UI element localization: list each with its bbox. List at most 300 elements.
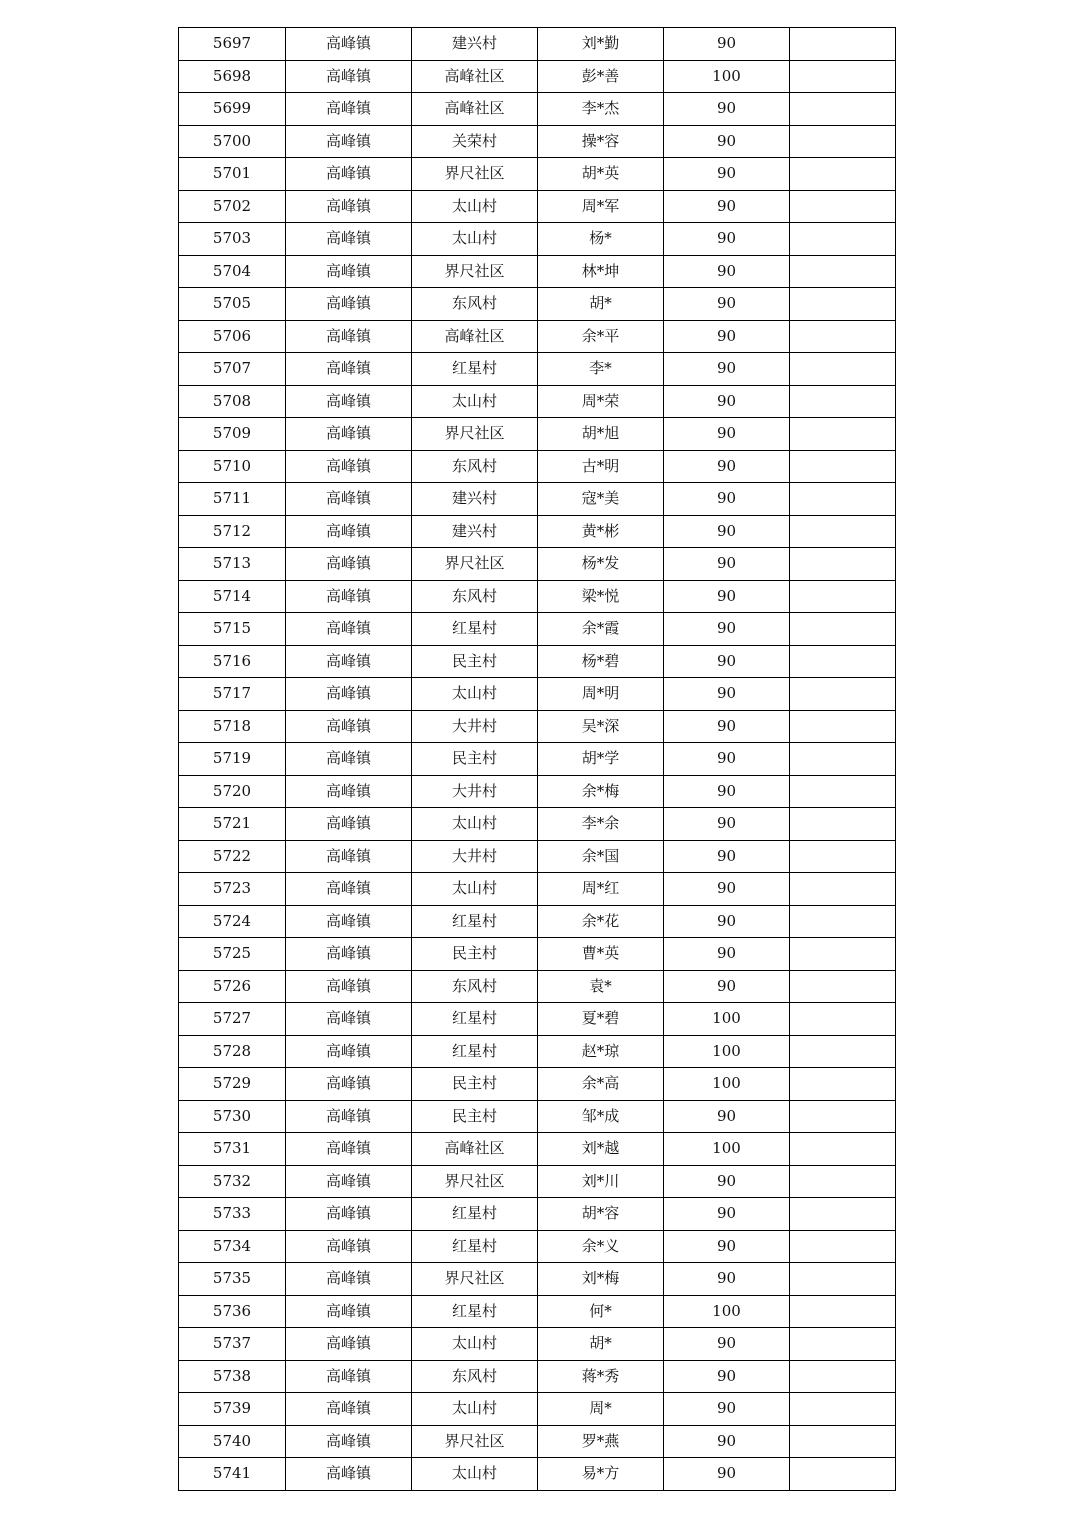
amount-cell: 90 xyxy=(664,1393,790,1426)
amount-cell: 100 xyxy=(664,1295,790,1328)
town-cell: 高峰镇 xyxy=(286,580,412,613)
name-cell: 梁*悦 xyxy=(538,580,664,613)
serial-number-cell: 5700 xyxy=(179,125,286,158)
amount-cell: 90 xyxy=(664,710,790,743)
town-cell: 高峰镇 xyxy=(286,28,412,61)
name-cell: 赵*琼 xyxy=(538,1035,664,1068)
serial-number-cell: 5727 xyxy=(179,1003,286,1036)
amount-cell: 90 xyxy=(664,678,790,711)
table-row xyxy=(179,1068,896,1101)
serial-number-cell: 5712 xyxy=(179,515,286,548)
table-row xyxy=(179,158,896,191)
table-row xyxy=(179,808,896,841)
table-row xyxy=(179,1425,896,1458)
serial-number-cell: 5725 xyxy=(179,938,286,971)
town-cell: 高峰镇 xyxy=(286,970,412,1003)
name-cell: 易*方 xyxy=(538,1458,664,1491)
table-row xyxy=(179,320,896,353)
remark-cell xyxy=(790,678,896,711)
town-cell: 高峰镇 xyxy=(286,353,412,386)
amount-cell: 90 xyxy=(664,450,790,483)
town-cell: 高峰镇 xyxy=(286,645,412,678)
village-cell: 东风村 xyxy=(412,580,538,613)
name-cell: 周*荣 xyxy=(538,385,664,418)
name-cell: 胡* xyxy=(538,288,664,321)
town-cell: 高峰镇 xyxy=(286,710,412,743)
village-cell: 红星村 xyxy=(412,1295,538,1328)
table-row xyxy=(179,905,896,938)
town-cell: 高峰镇 xyxy=(286,1360,412,1393)
amount-cell: 90 xyxy=(664,548,790,581)
serial-number-cell: 5701 xyxy=(179,158,286,191)
town-cell: 高峰镇 xyxy=(286,1133,412,1166)
amount-cell: 90 xyxy=(664,223,790,256)
serial-number-cell: 5719 xyxy=(179,743,286,776)
table-row xyxy=(179,580,896,613)
name-cell: 林*坤 xyxy=(538,255,664,288)
name-cell: 李* xyxy=(538,353,664,386)
remark-cell xyxy=(790,450,896,483)
amount-cell: 90 xyxy=(664,1328,790,1361)
amount-cell: 90 xyxy=(664,418,790,451)
village-cell: 太山村 xyxy=(412,873,538,906)
name-cell: 胡*英 xyxy=(538,158,664,191)
remark-cell xyxy=(790,93,896,126)
remark-cell xyxy=(790,1230,896,1263)
name-cell: 李*余 xyxy=(538,808,664,841)
remark-cell xyxy=(790,288,896,321)
town-cell: 高峰镇 xyxy=(286,288,412,321)
village-cell: 民主村 xyxy=(412,1100,538,1133)
amount-cell: 90 xyxy=(664,743,790,776)
town-cell: 高峰镇 xyxy=(286,1263,412,1296)
serial-number-cell: 5697 xyxy=(179,28,286,61)
village-cell: 高峰社区 xyxy=(412,1133,538,1166)
town-cell: 高峰镇 xyxy=(286,613,412,646)
remark-cell xyxy=(790,1035,896,1068)
serial-number-cell: 5706 xyxy=(179,320,286,353)
serial-number-cell: 5736 xyxy=(179,1295,286,1328)
serial-number-cell: 5722 xyxy=(179,840,286,873)
village-cell: 界尺社区 xyxy=(412,548,538,581)
serial-number-cell: 5710 xyxy=(179,450,286,483)
serial-number-cell: 5730 xyxy=(179,1100,286,1133)
table-row xyxy=(179,1263,896,1296)
remark-cell xyxy=(790,710,896,743)
name-cell: 寇*美 xyxy=(538,483,664,516)
town-cell: 高峰镇 xyxy=(286,775,412,808)
serial-number-cell: 5734 xyxy=(179,1230,286,1263)
village-cell: 大井村 xyxy=(412,775,538,808)
name-cell: 胡*容 xyxy=(538,1198,664,1231)
serial-number-cell: 5711 xyxy=(179,483,286,516)
amount-cell: 90 xyxy=(664,190,790,223)
town-cell: 高峰镇 xyxy=(286,320,412,353)
remark-cell xyxy=(790,1458,896,1491)
remark-cell xyxy=(790,1425,896,1458)
table-row xyxy=(179,418,896,451)
name-cell: 黄*彬 xyxy=(538,515,664,548)
remark-cell xyxy=(790,1295,896,1328)
village-cell: 建兴村 xyxy=(412,483,538,516)
serial-number-cell: 5709 xyxy=(179,418,286,451)
town-cell: 高峰镇 xyxy=(286,678,412,711)
village-cell: 东风村 xyxy=(412,450,538,483)
serial-number-cell: 5707 xyxy=(179,353,286,386)
serial-number-cell: 5731 xyxy=(179,1133,286,1166)
town-cell: 高峰镇 xyxy=(286,190,412,223)
amount-cell: 90 xyxy=(664,483,790,516)
town-cell: 高峰镇 xyxy=(286,385,412,418)
name-cell: 余*国 xyxy=(538,840,664,873)
remark-cell xyxy=(790,1133,896,1166)
remark-cell xyxy=(790,158,896,191)
amount-cell: 100 xyxy=(664,1133,790,1166)
amount-cell: 90 xyxy=(664,580,790,613)
village-cell: 太山村 xyxy=(412,808,538,841)
table-row xyxy=(179,548,896,581)
village-cell: 民主村 xyxy=(412,938,538,971)
serial-number-cell: 5699 xyxy=(179,93,286,126)
table-row xyxy=(179,710,896,743)
amount-cell: 90 xyxy=(664,613,790,646)
serial-number-cell: 5714 xyxy=(179,580,286,613)
name-cell: 杨* xyxy=(538,223,664,256)
table-row xyxy=(179,1458,896,1491)
town-cell: 高峰镇 xyxy=(286,1198,412,1231)
amount-cell: 90 xyxy=(664,28,790,61)
amount-cell: 90 xyxy=(664,938,790,971)
amount-cell: 90 xyxy=(664,255,790,288)
name-cell: 何* xyxy=(538,1295,664,1328)
town-cell: 高峰镇 xyxy=(286,548,412,581)
serial-number-cell: 5729 xyxy=(179,1068,286,1101)
village-cell: 太山村 xyxy=(412,190,538,223)
name-cell: 胡*旭 xyxy=(538,418,664,451)
serial-number-cell: 5737 xyxy=(179,1328,286,1361)
remark-cell xyxy=(790,743,896,776)
amount-cell: 90 xyxy=(664,970,790,1003)
village-cell: 大井村 xyxy=(412,710,538,743)
table-row xyxy=(179,1133,896,1166)
amount-cell: 90 xyxy=(664,873,790,906)
town-cell: 高峰镇 xyxy=(286,483,412,516)
name-cell: 袁* xyxy=(538,970,664,1003)
serial-number-cell: 5715 xyxy=(179,613,286,646)
remark-cell xyxy=(790,1003,896,1036)
village-cell: 太山村 xyxy=(412,678,538,711)
town-cell: 高峰镇 xyxy=(286,1230,412,1263)
name-cell: 彭*善 xyxy=(538,60,664,93)
amount-cell: 100 xyxy=(664,1035,790,1068)
amount-cell: 90 xyxy=(664,158,790,191)
table-row xyxy=(179,223,896,256)
amount-cell: 90 xyxy=(664,840,790,873)
remark-cell xyxy=(790,873,896,906)
serial-number-cell: 5728 xyxy=(179,1035,286,1068)
amount-cell: 90 xyxy=(664,1263,790,1296)
village-cell: 建兴村 xyxy=(412,28,538,61)
table-row xyxy=(179,353,896,386)
village-cell: 东风村 xyxy=(412,1360,538,1393)
name-cell: 余*高 xyxy=(538,1068,664,1101)
amount-cell: 90 xyxy=(664,93,790,126)
table-row xyxy=(179,515,896,548)
remark-cell xyxy=(790,1198,896,1231)
town-cell: 高峰镇 xyxy=(286,873,412,906)
town-cell: 高峰镇 xyxy=(286,1003,412,1036)
name-cell: 余*霞 xyxy=(538,613,664,646)
amount-cell: 90 xyxy=(664,808,790,841)
table-row xyxy=(179,288,896,321)
remark-cell xyxy=(790,320,896,353)
town-cell: 高峰镇 xyxy=(286,840,412,873)
table-row xyxy=(179,450,896,483)
remark-cell xyxy=(790,1393,896,1426)
amount-cell: 90 xyxy=(664,1425,790,1458)
remark-cell xyxy=(790,353,896,386)
village-cell: 界尺社区 xyxy=(412,158,538,191)
remark-cell xyxy=(790,645,896,678)
serial-number-cell: 5708 xyxy=(179,385,286,418)
remark-cell xyxy=(790,775,896,808)
table-row xyxy=(179,1360,896,1393)
remark-cell xyxy=(790,905,896,938)
table-row xyxy=(179,1295,896,1328)
remark-cell xyxy=(790,548,896,581)
village-cell: 界尺社区 xyxy=(412,255,538,288)
village-cell: 界尺社区 xyxy=(412,1165,538,1198)
amount-cell: 90 xyxy=(664,385,790,418)
remark-cell xyxy=(790,190,896,223)
name-cell: 杨*碧 xyxy=(538,645,664,678)
town-cell: 高峰镇 xyxy=(286,1100,412,1133)
name-cell: 操*容 xyxy=(538,125,664,158)
village-cell: 界尺社区 xyxy=(412,418,538,451)
amount-cell: 100 xyxy=(664,1003,790,1036)
amount-cell: 90 xyxy=(664,353,790,386)
serial-number-cell: 5721 xyxy=(179,808,286,841)
name-cell: 周*红 xyxy=(538,873,664,906)
serial-number-cell: 5738 xyxy=(179,1360,286,1393)
town-cell: 高峰镇 xyxy=(286,938,412,971)
village-cell: 东风村 xyxy=(412,288,538,321)
remark-cell xyxy=(790,1263,896,1296)
village-cell: 高峰社区 xyxy=(412,93,538,126)
village-cell: 民主村 xyxy=(412,743,538,776)
amount-cell: 90 xyxy=(664,1458,790,1491)
table-row xyxy=(179,60,896,93)
serial-number-cell: 5735 xyxy=(179,1263,286,1296)
amount-cell: 90 xyxy=(664,1230,790,1263)
table-row xyxy=(179,1393,896,1426)
serial-number-cell: 5723 xyxy=(179,873,286,906)
serial-number-cell: 5718 xyxy=(179,710,286,743)
village-cell: 关荣村 xyxy=(412,125,538,158)
name-cell: 周*军 xyxy=(538,190,664,223)
town-cell: 高峰镇 xyxy=(286,223,412,256)
name-cell: 余*平 xyxy=(538,320,664,353)
village-cell: 太山村 xyxy=(412,385,538,418)
table-row xyxy=(179,1165,896,1198)
serial-number-cell: 5733 xyxy=(179,1198,286,1231)
village-cell: 民主村 xyxy=(412,645,538,678)
remark-cell xyxy=(790,613,896,646)
village-cell: 红星村 xyxy=(412,905,538,938)
table-row xyxy=(179,483,896,516)
table-row xyxy=(179,1035,896,1068)
remark-cell xyxy=(790,1165,896,1198)
town-cell: 高峰镇 xyxy=(286,1393,412,1426)
village-cell: 高峰社区 xyxy=(412,320,538,353)
remark-cell xyxy=(790,515,896,548)
village-cell: 红星村 xyxy=(412,1035,538,1068)
name-cell: 邹*成 xyxy=(538,1100,664,1133)
village-cell: 太山村 xyxy=(412,1393,538,1426)
village-cell: 高峰社区 xyxy=(412,60,538,93)
table-row xyxy=(179,255,896,288)
amount-cell: 90 xyxy=(664,905,790,938)
remark-cell xyxy=(790,1068,896,1101)
remark-cell xyxy=(790,255,896,288)
serial-number-cell: 5739 xyxy=(179,1393,286,1426)
name-cell: 余*花 xyxy=(538,905,664,938)
village-cell: 东风村 xyxy=(412,970,538,1003)
remark-cell xyxy=(790,483,896,516)
table-row xyxy=(179,1003,896,1036)
amount-cell: 100 xyxy=(664,1068,790,1101)
town-cell: 高峰镇 xyxy=(286,1328,412,1361)
amount-cell: 90 xyxy=(664,1198,790,1231)
amount-cell: 90 xyxy=(664,1360,790,1393)
remark-cell xyxy=(790,385,896,418)
amount-cell: 90 xyxy=(664,515,790,548)
village-cell: 红星村 xyxy=(412,353,538,386)
serial-number-cell: 5703 xyxy=(179,223,286,256)
amount-cell: 90 xyxy=(664,1100,790,1133)
table-body xyxy=(179,28,896,1491)
village-cell: 太山村 xyxy=(412,223,538,256)
serial-number-cell: 5698 xyxy=(179,60,286,93)
remark-cell xyxy=(790,840,896,873)
serial-number-cell: 5732 xyxy=(179,1165,286,1198)
data-table xyxy=(178,27,896,1491)
name-cell: 刘*勤 xyxy=(538,28,664,61)
village-cell: 界尺社区 xyxy=(412,1263,538,1296)
name-cell: 夏*碧 xyxy=(538,1003,664,1036)
name-cell: 刘*梅 xyxy=(538,1263,664,1296)
table-row xyxy=(179,1230,896,1263)
name-cell: 曹*英 xyxy=(538,938,664,971)
serial-number-cell: 5724 xyxy=(179,905,286,938)
serial-number-cell: 5717 xyxy=(179,678,286,711)
name-cell: 胡*学 xyxy=(538,743,664,776)
town-cell: 高峰镇 xyxy=(286,1035,412,1068)
table-row xyxy=(179,775,896,808)
remark-cell xyxy=(790,808,896,841)
amount-cell: 90 xyxy=(664,1165,790,1198)
name-cell: 余*梅 xyxy=(538,775,664,808)
table-row xyxy=(179,938,896,971)
name-cell: 胡* xyxy=(538,1328,664,1361)
name-cell: 罗*燕 xyxy=(538,1425,664,1458)
serial-number-cell: 5713 xyxy=(179,548,286,581)
village-cell: 大井村 xyxy=(412,840,538,873)
name-cell: 杨*发 xyxy=(538,548,664,581)
amount-cell: 90 xyxy=(664,645,790,678)
town-cell: 高峰镇 xyxy=(286,60,412,93)
amount-cell: 90 xyxy=(664,320,790,353)
remark-cell xyxy=(790,223,896,256)
remark-cell xyxy=(790,418,896,451)
table-row xyxy=(179,613,896,646)
name-cell: 周*明 xyxy=(538,678,664,711)
remark-cell xyxy=(790,28,896,61)
table-row xyxy=(179,190,896,223)
table-row xyxy=(179,1328,896,1361)
table-row xyxy=(179,840,896,873)
village-cell: 红星村 xyxy=(412,1003,538,1036)
town-cell: 高峰镇 xyxy=(286,743,412,776)
remark-cell xyxy=(790,1100,896,1133)
serial-number-cell: 5740 xyxy=(179,1425,286,1458)
village-cell: 界尺社区 xyxy=(412,1425,538,1458)
name-cell: 蒋*秀 xyxy=(538,1360,664,1393)
village-cell: 民主村 xyxy=(412,1068,538,1101)
town-cell: 高峰镇 xyxy=(286,93,412,126)
serial-number-cell: 5720 xyxy=(179,775,286,808)
village-cell: 红星村 xyxy=(412,1198,538,1231)
town-cell: 高峰镇 xyxy=(286,450,412,483)
town-cell: 高峰镇 xyxy=(286,255,412,288)
village-cell: 红星村 xyxy=(412,613,538,646)
town-cell: 高峰镇 xyxy=(286,125,412,158)
remark-cell xyxy=(790,1360,896,1393)
town-cell: 高峰镇 xyxy=(286,905,412,938)
village-cell: 建兴村 xyxy=(412,515,538,548)
table-row xyxy=(179,93,896,126)
village-cell: 太山村 xyxy=(412,1328,538,1361)
serial-number-cell: 5704 xyxy=(179,255,286,288)
serial-number-cell: 5716 xyxy=(179,645,286,678)
serial-number-cell: 5726 xyxy=(179,970,286,1003)
village-cell: 红星村 xyxy=(412,1230,538,1263)
table-row xyxy=(179,645,896,678)
table-row xyxy=(179,1100,896,1133)
town-cell: 高峰镇 xyxy=(286,1425,412,1458)
village-cell: 太山村 xyxy=(412,1458,538,1491)
table-row xyxy=(179,743,896,776)
table-row xyxy=(179,678,896,711)
table-row xyxy=(179,1198,896,1231)
amount-cell: 100 xyxy=(664,60,790,93)
town-cell: 高峰镇 xyxy=(286,1165,412,1198)
amount-cell: 90 xyxy=(664,288,790,321)
remark-cell xyxy=(790,125,896,158)
amount-cell: 90 xyxy=(664,775,790,808)
name-cell: 刘*越 xyxy=(538,1133,664,1166)
table-row xyxy=(179,28,896,61)
table-row xyxy=(179,385,896,418)
town-cell: 高峰镇 xyxy=(286,418,412,451)
town-cell: 高峰镇 xyxy=(286,1458,412,1491)
town-cell: 高峰镇 xyxy=(286,158,412,191)
serial-number-cell: 5702 xyxy=(179,190,286,223)
amount-cell: 90 xyxy=(664,125,790,158)
serial-number-cell: 5705 xyxy=(179,288,286,321)
name-cell: 古*明 xyxy=(538,450,664,483)
name-cell: 周* xyxy=(538,1393,664,1426)
